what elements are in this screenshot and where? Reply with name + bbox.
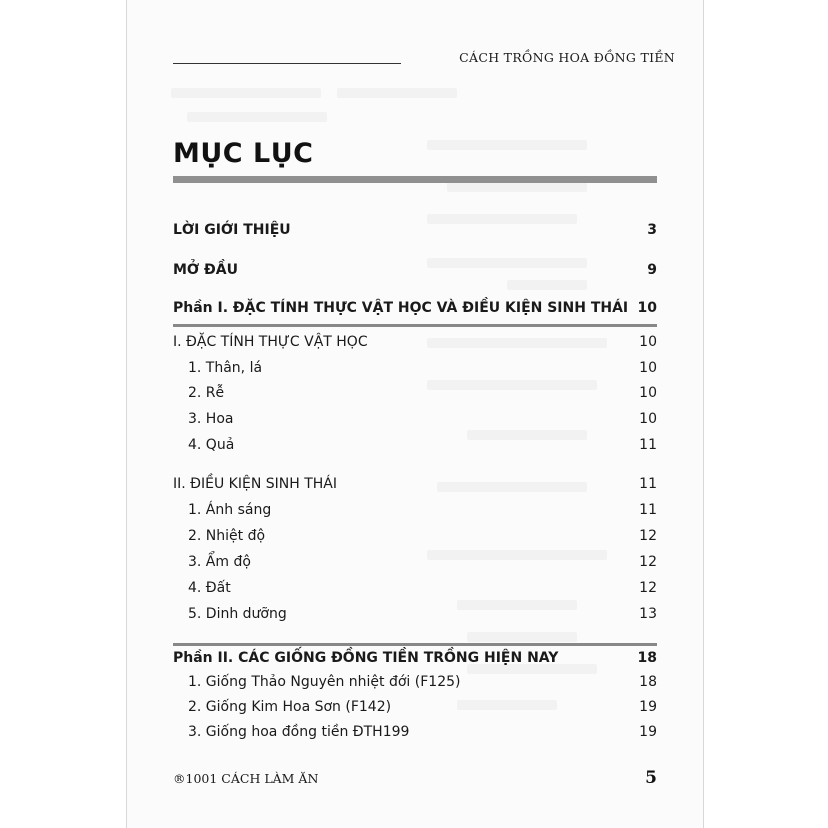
toc-entry-label: 5. Dinh dưỡng (188, 606, 287, 622)
running-title: CÁCH TRỒNG HOA ĐỒNG TIỀN (459, 50, 675, 65)
toc-entry-page: 10 (639, 334, 657, 350)
toc-entry-label: 3. Hoa (188, 411, 234, 427)
table-of-contents (127, 0, 703, 828)
toc-entry-label: Phần I. ĐẶC TÍNH THỰC VẬT HỌC VÀ ĐIỀU KIỆN SINH THÁI (173, 300, 629, 316)
toc-entry-part-2[interactable] (173, 650, 657, 672)
toc-entry-introduction[interactable] (173, 222, 657, 244)
toc-entry-label: 1. Thân, lá (188, 360, 263, 376)
toc-entry-label: I. ĐẶC TÍNH THỰC VẬT HỌC (173, 334, 368, 350)
toc-entry-page: 10 (639, 411, 657, 427)
toc-entry-label: LỜI GIỚI THIỆU (173, 222, 291, 238)
toc-entry-page: 10 (639, 360, 657, 376)
toc-entry-page: 18 (637, 650, 657, 666)
toc-entry-subsection[interactable] (173, 411, 657, 433)
book-page (126, 0, 704, 828)
toc-entry-page: 18 (639, 674, 657, 690)
toc-entry-label: 2. Giống Kim Hoa Sơn (F142) (188, 699, 392, 715)
toc-entry-label: MỞ ĐẦU (173, 262, 238, 278)
toc-entry-page: 11 (639, 476, 657, 492)
toc-entry-page: 12 (639, 528, 657, 544)
toc-entry-page: 10 (639, 385, 657, 401)
toc-entry-page: 9 (647, 262, 657, 278)
toc-entry-label: 2. Rễ (188, 385, 225, 401)
toc-entry-page: 10 (637, 300, 657, 316)
toc-title: MỤC LỤC (173, 138, 314, 169)
toc-entry-subsection[interactable] (173, 528, 657, 550)
toc-entry-label: 1. Ánh sáng (188, 502, 272, 518)
toc-entry-section[interactable] (173, 476, 657, 498)
toc-entry-page: 19 (639, 699, 657, 715)
toc-entry-label: 4. Quả (188, 437, 235, 453)
toc-entry-page: 11 (639, 437, 657, 453)
toc-entry-label: 3. Ẩm độ (188, 554, 251, 570)
toc-entry-label: 4. Đất (188, 580, 231, 596)
toc-entry-page: 13 (639, 606, 657, 622)
toc-entry-label: 2. Nhiệt độ (188, 528, 266, 544)
toc-entry-label: Phần II. CÁC GIỐNG ĐỒNG TIỀN TRỒNG HIỆN NAY (173, 650, 559, 666)
toc-entry-subsection[interactable] (173, 606, 657, 628)
toc-entry-part-1[interactable] (173, 300, 657, 322)
toc-entry-label: II. ĐIỀU KIỆN SINH THÁI (173, 476, 338, 492)
toc-entry-subsection[interactable] (173, 502, 657, 524)
series-brand: ®1001 CÁCH LÀM ĂN (173, 771, 319, 786)
toc-entry-subsection[interactable] (173, 580, 657, 602)
toc-entry-subsection[interactable] (173, 699, 657, 721)
part-divider (173, 643, 657, 646)
toc-entry-subsection[interactable] (173, 724, 657, 746)
toc-entry-page: 12 (639, 554, 657, 570)
toc-entry-section[interactable] (173, 334, 657, 356)
toc-entry-subsection[interactable] (173, 674, 657, 696)
part-divider (173, 324, 657, 327)
toc-entry-subsection[interactable] (173, 437, 657, 459)
toc-entry-label: 3. Giống hoa đồng tiền ĐTH199 (188, 724, 410, 740)
toc-entry-subsection[interactable] (173, 360, 657, 382)
toc-entry-page: 11 (639, 502, 657, 518)
toc-entry-page: 3 (647, 222, 657, 238)
toc-entry-subsection[interactable] (173, 385, 657, 407)
toc-entry-subsection[interactable] (173, 554, 657, 576)
page-number: 5 (645, 768, 657, 788)
toc-entry-opening[interactable] (173, 262, 657, 284)
toc-entry-label: 1. Giống Thảo Nguyên nhiệt đới (F125) (188, 674, 461, 690)
page-footer (173, 768, 657, 788)
toc-entry-page: 19 (639, 724, 657, 740)
toc-entry-page: 12 (639, 580, 657, 596)
